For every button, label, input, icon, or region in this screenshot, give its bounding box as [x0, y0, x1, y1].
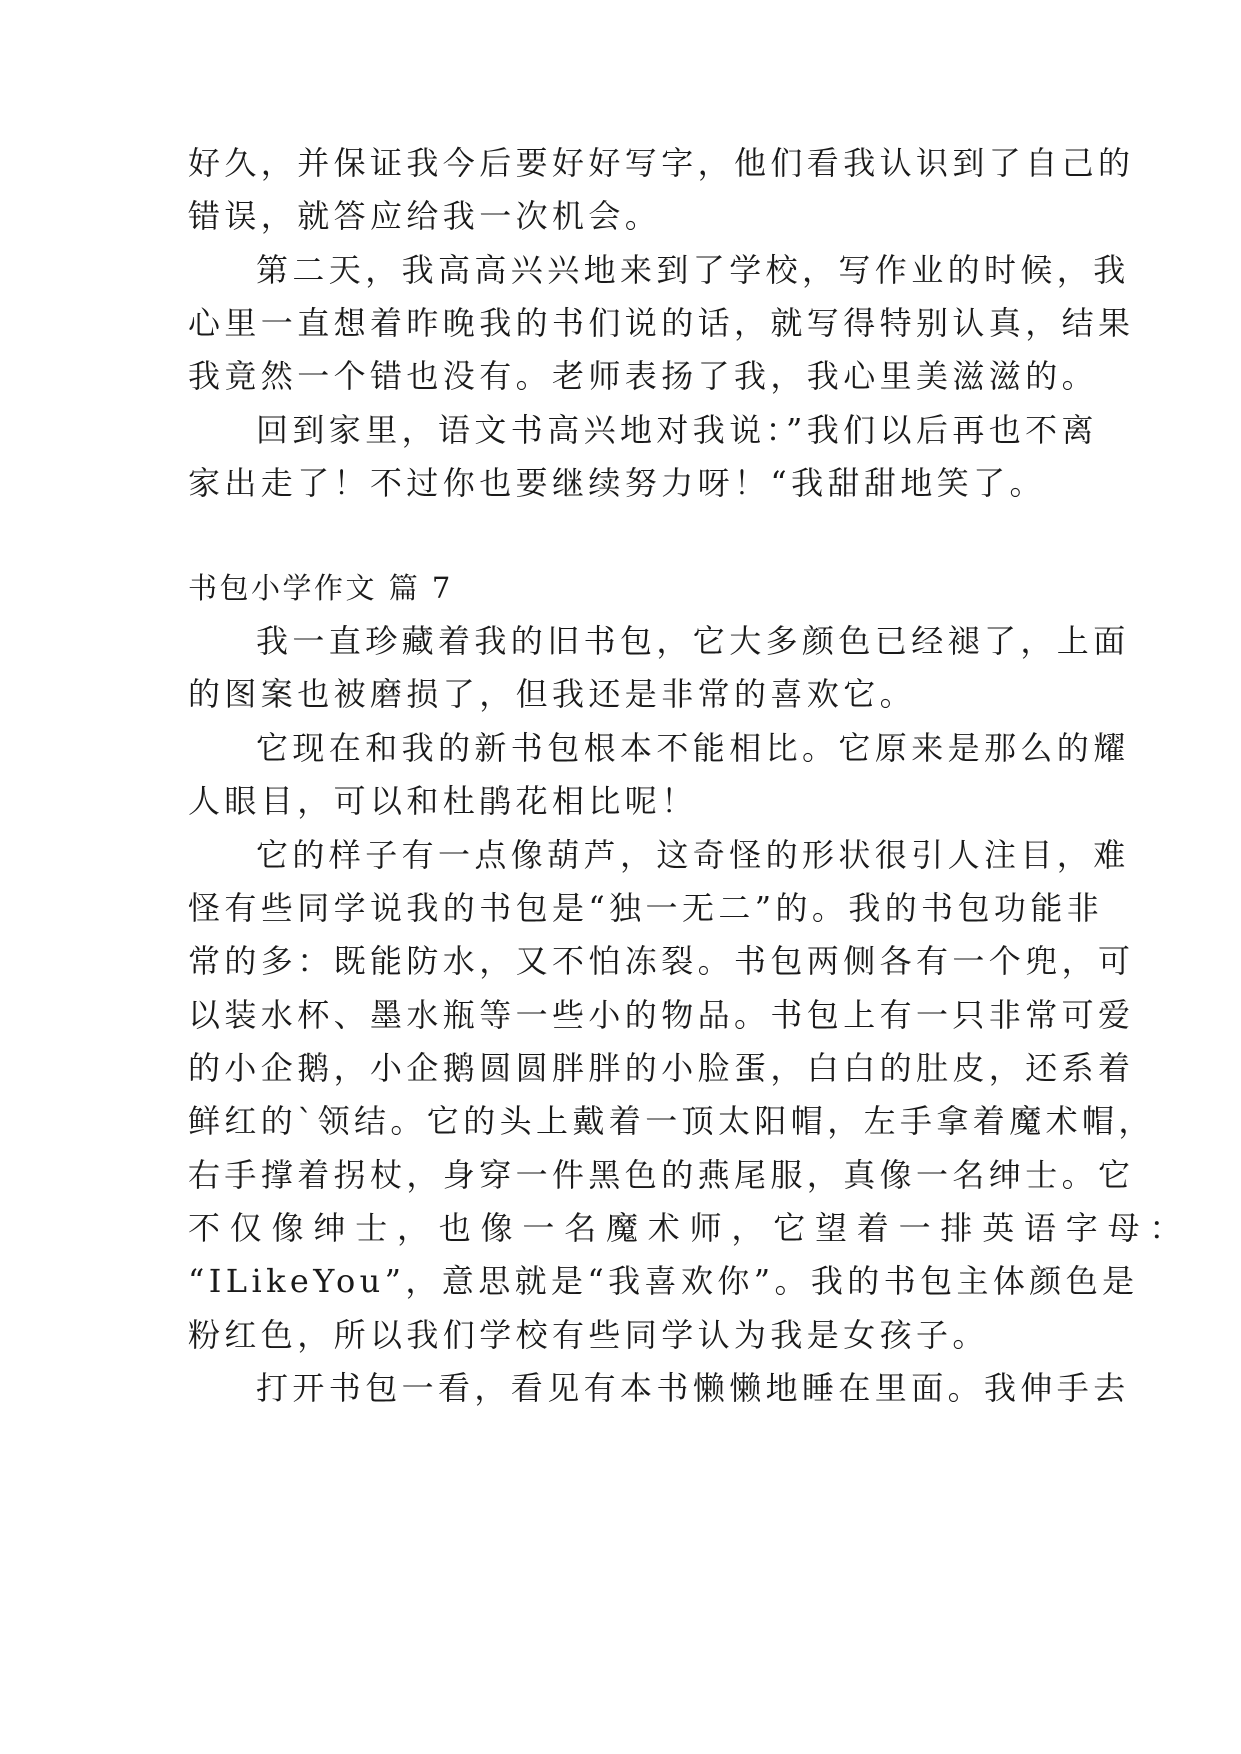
paragraph-line: 回到家里，语文书高兴地对我说：”我们以后再也不离	[256, 411, 1098, 449]
paragraph-line: 它现在和我的新书包根本不能相比。它原来是那么的耀	[256, 729, 1130, 767]
paragraph-line: 鲜红的`领结。它的头上戴着一顶太阳帽，左手拿着魔术帽，	[188, 1102, 1155, 1140]
paragraph-line: 粉红色，所以我们学校有些同学认为我是女孩子。	[188, 1316, 989, 1354]
paragraph-line: 它的样子有一点像葫芦，这奇怪的形状很引人注目，难	[256, 836, 1130, 874]
paragraph-line: 第二天，我高高兴兴地来到了学校，写作业的时候，我	[256, 251, 1130, 289]
paragraph-line: 家出走了！不过你也要继续努力呀！“我甜甜地笑了。	[188, 464, 1046, 502]
paragraph-line: 以装水杯、墨水瓶等一些小的物品。书包上有一只非常可爱	[188, 996, 1135, 1034]
paragraph-line: 的图案也被磨损了，但我还是非常的喜欢它。	[188, 675, 917, 713]
paragraph-line: 不仅像绅士，也像一名魔术师，它望着一排英语字母：	[188, 1209, 1192, 1247]
paragraph-line: 错误，就答应给我一次机会。	[188, 197, 662, 235]
paragraph-line: 人眼目，可以和杜鹃花相比呢！	[188, 782, 698, 820]
paragraph-line: “ILikeYou”，意思就是“我喜欢你”。我的书包主体颜色是	[188, 1262, 1139, 1300]
paragraph-line: 右手撑着拐杖，身穿一件黑色的燕尾服，真像一名绅士。它	[188, 1156, 1135, 1194]
paragraph-line: 好久，并保证我今后要好好写字，他们看我认识到了自己的	[188, 144, 1135, 182]
paragraph-line: 怪有些同学说我的书包是“独一无二”的。我的书包功能非	[188, 889, 1104, 927]
paragraph-line: 打开书包一看，看见有本书懒懒地睡在里面。我伸手去	[256, 1369, 1130, 1407]
paragraph-line: 常的多：既能防水，又不怕冻裂。书包两侧各有一个兜，可	[188, 942, 1135, 980]
paragraph-line: 我一直珍藏着我的旧书包，它大多颜色已经褪了，上面	[256, 622, 1130, 660]
paragraph-line: 心里一直想着昨晚我的书们说的话，就写得特别认真，结果	[188, 304, 1135, 342]
paragraph-line: 的小企鹅，小企鹅圆圆胖胖的小脸蛋，白白的肚皮，还系着	[188, 1049, 1135, 1087]
section-heading: 书包小学作文 篇 7	[188, 571, 453, 605]
paragraph-line: 我竟然一个错也没有。老师表扬了我，我心里美滋滋的。	[188, 357, 1099, 395]
